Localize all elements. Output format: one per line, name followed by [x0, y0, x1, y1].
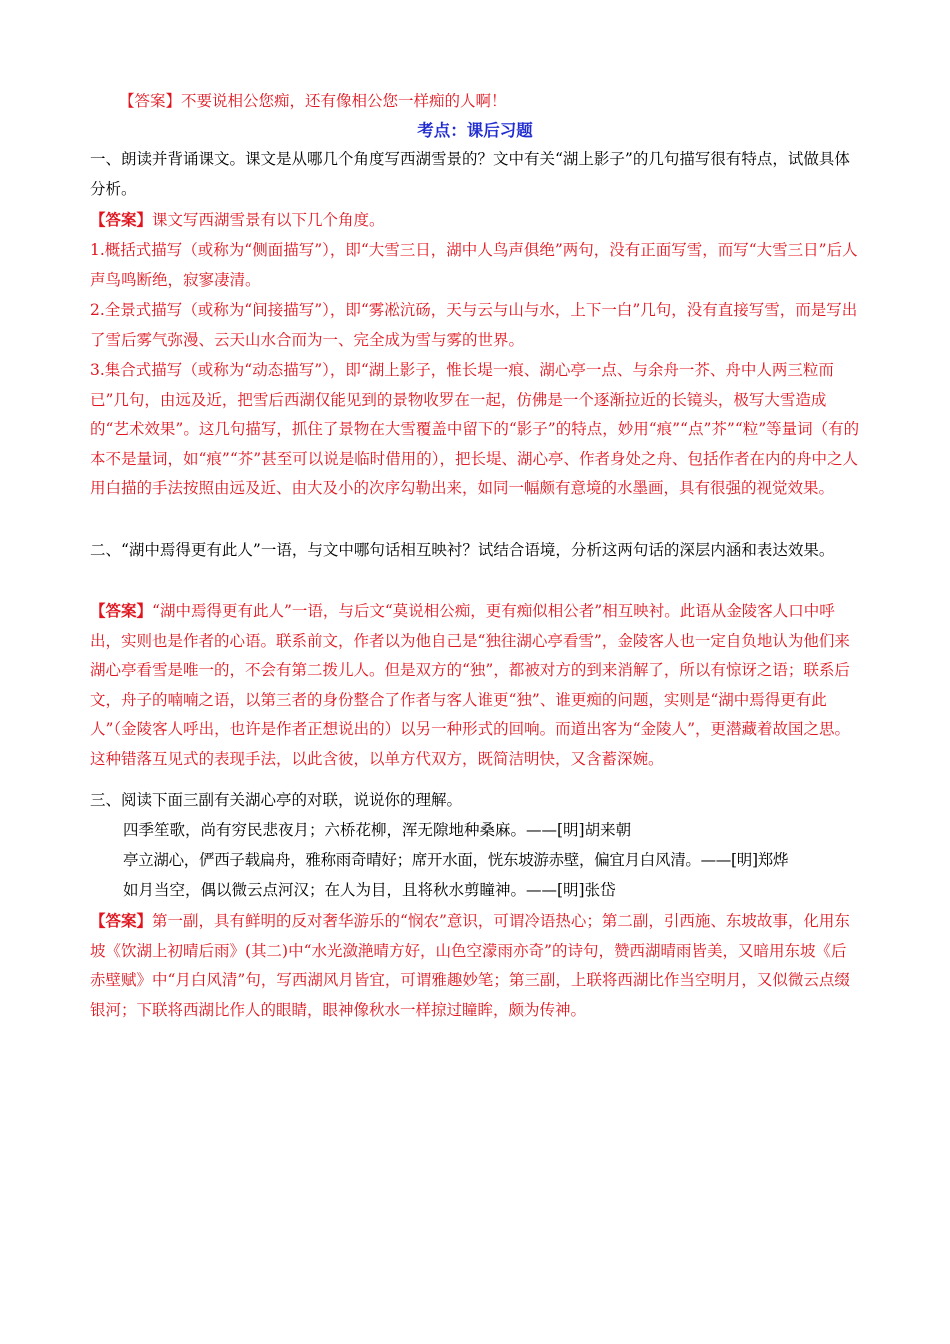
- answer-1-point-1: 1.概括式描写（或称为“侧面描写”），即“大雪三日，湖中人鸟声俱绝”两句，没有正面写雪，而写“大雪三日”后人声鸟鸣断绝，寂寥凄清。: [90, 241, 858, 289]
- answer-1-point-3: 3.集合式描写（或称为“动态描写”），即“湖上影子，惟长堤一痕、湖心亭一点、与余舟一芥、舟中人两三粒而已”几句，由远及近，把雪后西湖仅能见到的景物收罗在一起，仿佛是一个逐渐拉近的长镜头，极写大雪造成的“艺术效果”。这几句描写，抓住了景物在大雪覆盖中留下的“影子”的特点，妙用“痕”“点”芥”“粒”等量词（有的本不是量词，如“痕”“芥”甚至可以说是临时借用的），把长堤、湖心亭、作者身处之舟、包括作者在内的舟中之人用白描的手法按照由远及近、由大及小的次序勾勒出来，如同一幅颇有意境的水墨画，具有很强的视觉效果。: [90, 361, 860, 497]
- answer-tag: 【答案】: [90, 911, 153, 930]
- couplet-2: 亭立湖心，俨西子载扁舟，雅称雨奇晴好；席开水面，恍东坡游赤壁，偏宜月白风清。——[明]郑烨: [123, 851, 789, 869]
- couplet-1: 四季笙歌，尚有穷民悲夜月；六桥花柳，浑无隙地种桑麻。——[明]胡来朝: [123, 821, 632, 839]
- answer-text: 不要说相公您痴，还有像相公您一样痴的人啊！: [181, 92, 507, 110]
- answer-1-point-2: 2.全景式描写（或称为“间接描写”），即“雾凇沆砀，天与云与山与水，上下一白”几句，没有直接写雪，而是写出了雪后雾气弥漫、云天山水合而为一、完全成为雪与雾的世界。: [90, 301, 858, 349]
- previous-answer: [119, 87, 859, 117]
- question-3: 三、阅读下面三副有关湖心亭的对联，说说你的理解。: [90, 791, 463, 809]
- couplet-3: 如月当空，偶以微云点河汉；在人为目，且将秋水剪瞳神。——[明]张岱: [123, 881, 616, 899]
- answer-tag: 【答案】: [119, 92, 182, 110]
- answer-1-intro: [90, 205, 860, 236]
- answer-1-intro-text: 课文写西湖雪景有以下几个角度。: [152, 211, 385, 229]
- answer-tag: 【答案】: [90, 210, 153, 229]
- answer-2: [90, 596, 860, 774]
- section-title: 考点：课后习题: [417, 121, 533, 140]
- answer-2-text: “湖中焉得更有此人”一语，与后文“莫说相公痴，更有痴似相公者”相互映衬。此语从金陵客人口中呼出，实则也是作者的心语。联系前文，作者以为他自己是“独往湖心亭看雪”，金陵客人也一定自负地认为他们来湖心亭看雪是唯一的，不会有第二拨儿人。但是双方的“独”，都被对方的到来消解了，所以有惊讶之语；联系后文，舟子的喃喃之语，以第三者的身份整合了作者与客人谁更“独”、谁更痴的问题，实则是“湖中焉得更有此人”（金陵客人呼出，也许是作者正想说出的）以另一种形式的回响。而道出客为“金陵人”，更潜藏着故国之思。这种错落互见式的表现手法，以此含彼，以单方代双方，既简洁明快，又含蓄深婉。: [90, 602, 851, 768]
- answer-3: [90, 906, 860, 1025]
- question-2: 二、“湖中焉得更有此人”一语，与文中哪句话相互映衬？试结合语境，分析这两句话的深层内涵和表达效果。: [90, 541, 835, 559]
- question-1: 一、朗读并背诵课文。课文是从哪几个角度写西湖雪景的？文中有关“湖上影子”的几句描写很有特点，试做具体分析。: [90, 150, 850, 198]
- answer-3-text: 第一副，具有鲜明的反对奢华游乐的“悯农”意识，可谓冷语热心；第二副，引西施、东坡故事，化用东坡《饮湖上初晴后雨》(其二)中“水光潋滟晴方好，山色空濛雨亦奇”的诗句，赞西湖晴雨皆美，又暗用东坡《后赤壁赋》中“月白风清”句，写西湖风月皆宜，可谓雅趣妙笔；第三副，上联将西湖比作当空明月，又似微云点缀银河；下联将西湖比作人的眼睛，眼神像秋水一样掠过瞳眸，颇为传神。: [90, 912, 850, 1019]
- answer-tag: 【答案】: [90, 601, 153, 620]
